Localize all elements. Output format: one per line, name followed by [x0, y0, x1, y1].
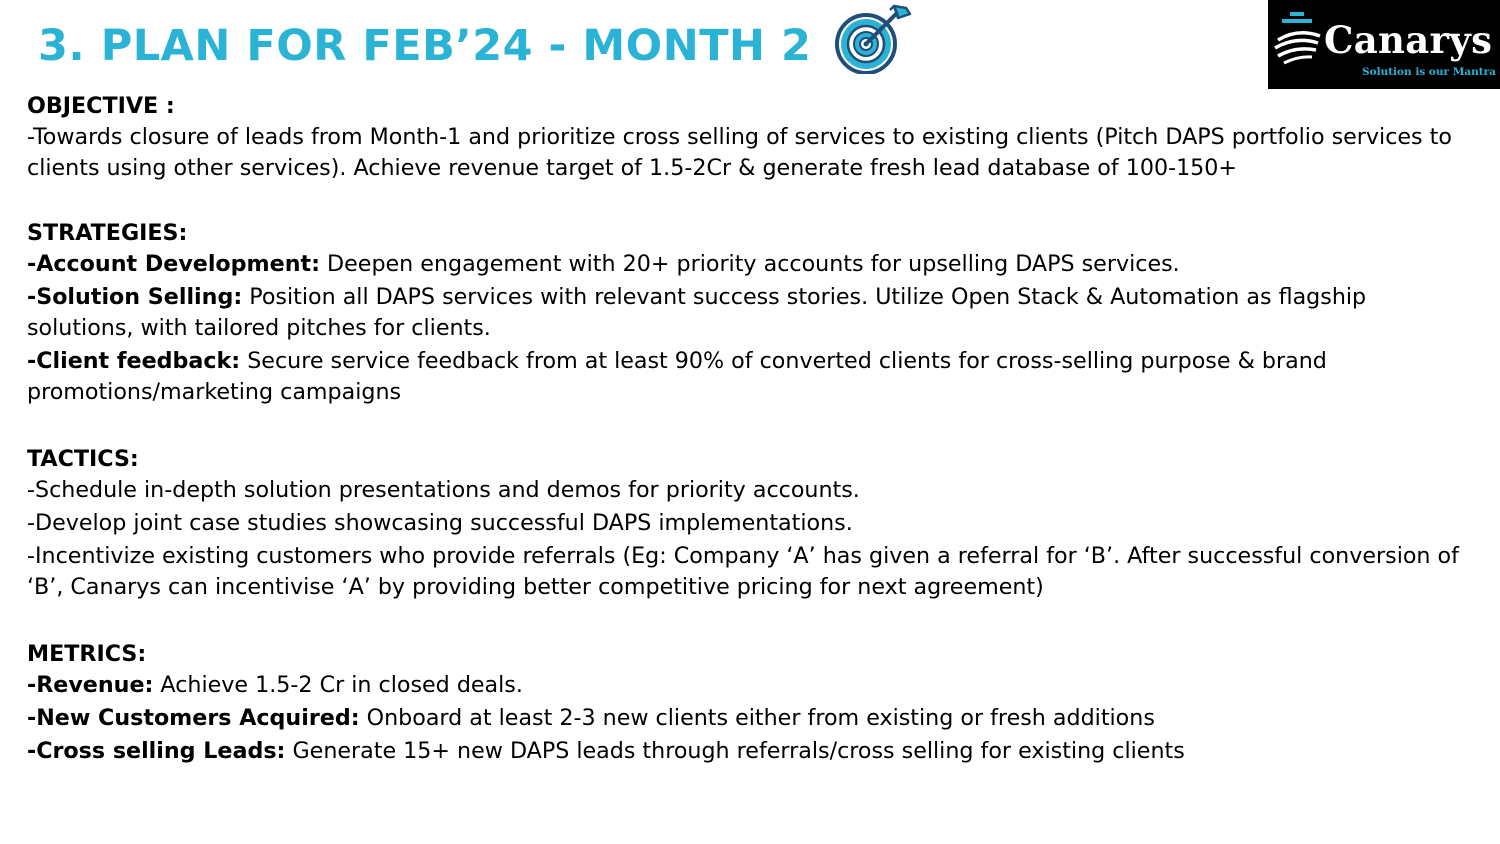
strategy-label: -Client feedback: [27, 348, 241, 374]
strategy-text: Secure service feedback from at least 90% of converted clients for cross-selling purpose & brand promotions/marketing campaigns [27, 348, 1327, 405]
metric-item [27, 670, 1467, 701]
plan-content [27, 91, 1467, 769]
metric-text: Onboard at least 2-3 new clients either from existing or fresh additions [359, 705, 1155, 731]
strategy-text: Deepen engagement with 20+ priority accounts for upselling DAPS services. [320, 251, 1180, 277]
strategy-label: -Solution Selling: [27, 284, 243, 310]
strategy-label: -Account Development: [27, 251, 320, 277]
page-title: 3. PLAN FOR FEB’24 - MONTH 2 [38, 21, 812, 71]
tactics-heading: TACTICS: [27, 446, 139, 472]
metric-label: -New Customers Acquired: [27, 705, 360, 731]
metric-item [27, 703, 1467, 734]
strategy-text: Position all DAPS services with relevant success stories. Utilize Open Stack & Automation as flagship solutions, with tailored pitches for clients. [27, 284, 1367, 341]
objective-heading: OBJECTIVE : [27, 93, 175, 119]
metrics-heading: METRICS: [27, 641, 147, 667]
company-logo [1268, 0, 1500, 89]
logo-tagline: Solution is our Mantra [1362, 66, 1496, 78]
strategy-item [27, 249, 1467, 280]
metric-label: -Revenue: [27, 672, 154, 698]
strategies-heading: STRATEGIES: [27, 220, 188, 246]
tactic-item: -Incentivize existing customers who provide referrals (Eg: Company ‘A’ has given a referral for ‘B’. After successful conversion of ‘B’, Canarys can incentivise ‘A’ by providing better competitive pricing for next agreement) [27, 543, 1459, 600]
strategy-item [27, 282, 1467, 344]
target-arrow-icon [828, 2, 912, 74]
metric-text: Achieve 1.5-2 Cr in closed deals. [153, 672, 523, 698]
metric-label: -Cross selling Leads: [27, 738, 286, 764]
objective-text: -Towards closure of leads from Month-1 and prioritize cross selling of services to existing clients (Pitch DAPS portfolio services to clients using other services). Achieve revenue target of 1.5-2Cr & generate fresh lead database of 100-150+ [27, 124, 1452, 181]
logo-wordmark: Canarys [1324, 18, 1493, 62]
metric-text: Generate 15+ new DAPS leads through referrals/cross selling for existing clients [285, 738, 1185, 764]
canarys-emblem-icon [1272, 10, 1324, 72]
tactic-item: -Schedule in-depth solution presentations and demos for priority accounts. [27, 477, 860, 503]
metric-item [27, 736, 1467, 767]
strategy-item [27, 346, 1467, 408]
tactic-item: -Develop joint case studies showcasing successful DAPS implementations. [27, 510, 853, 536]
